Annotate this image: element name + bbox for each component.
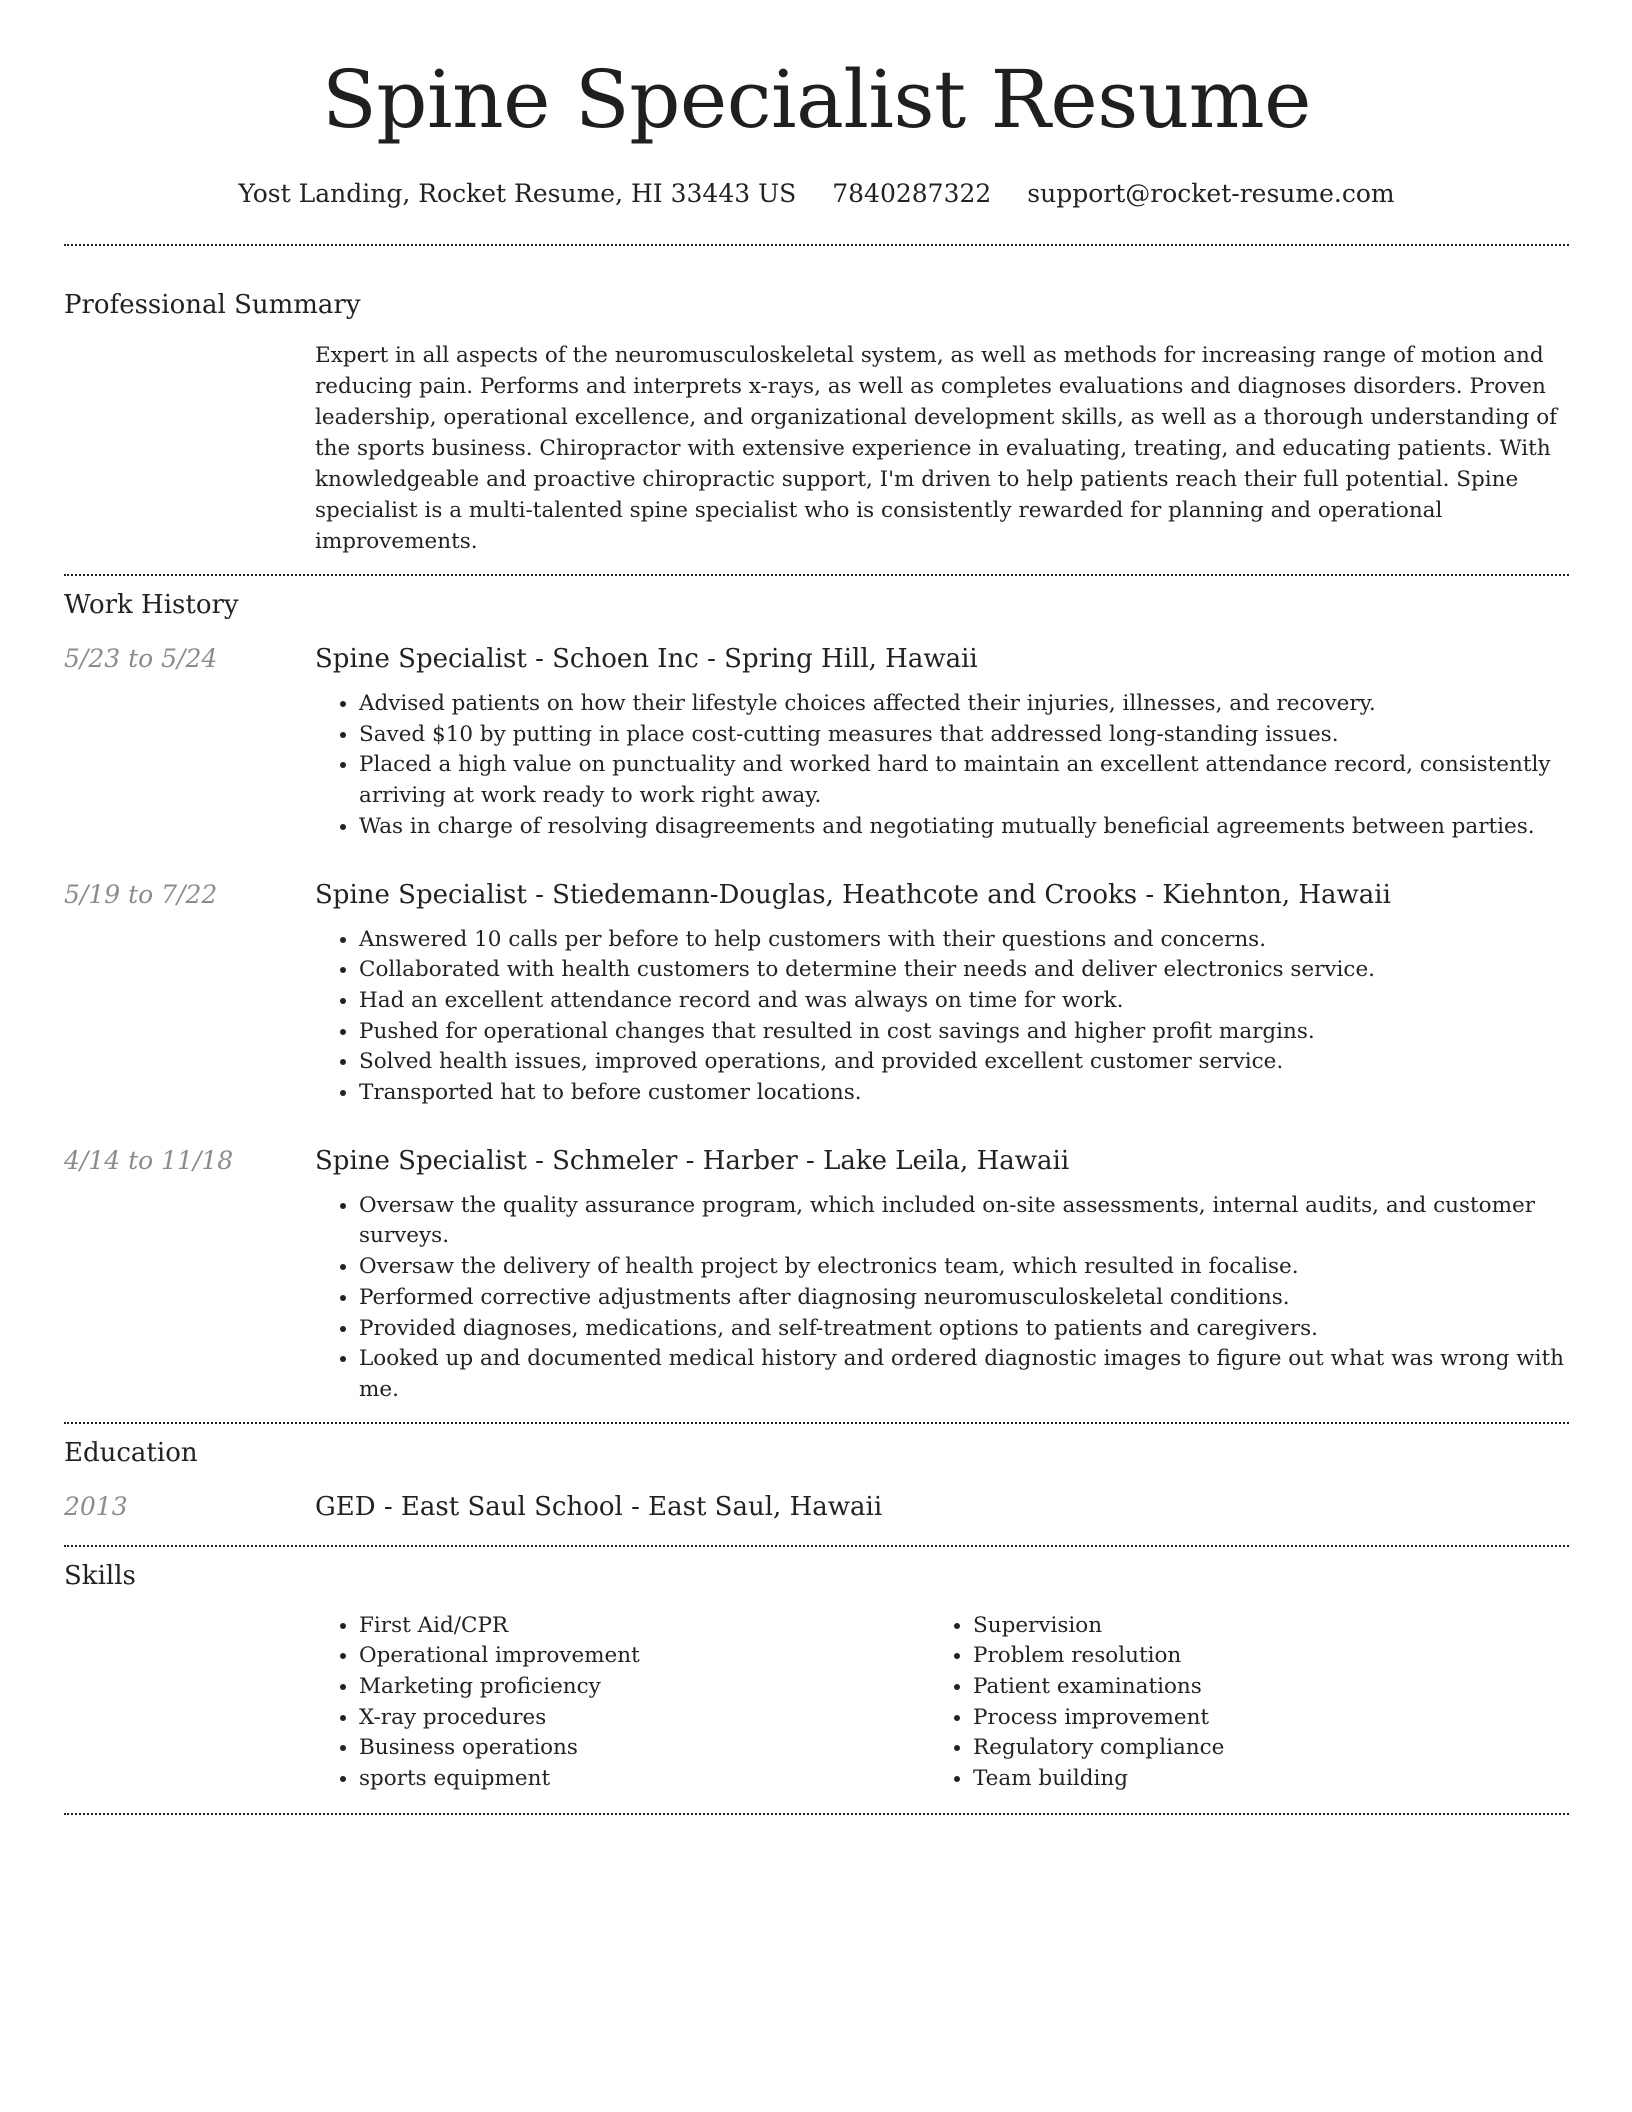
list-item: • Oversaw the delivery of health project by electronics team, which resulted in focalise. [359, 1252, 1569, 1283]
contact-line [64, 178, 1569, 210]
skills-list [315, 1611, 1569, 1795]
list-item: • Supervision [973, 1611, 1543, 1642]
education-year: 2013 [64, 1491, 128, 1521]
divider [64, 574, 1569, 576]
list-item: • Collaborated with health customers to determine their needs and deliver electronics service. [359, 955, 1569, 986]
list-item: • Performed corrective adjustments after diagnosing neuromusculoskeletal conditions. [359, 1283, 1569, 1314]
work-history-heading: Work History [64, 590, 239, 620]
list-item: • Solved health issues, improved operations, and provided excellent customer service. [359, 1047, 1569, 1078]
contact-address: Yost Landing, Rocket Resume, HI 33443 US [238, 179, 797, 208]
list-item: • Regulatory compliance [973, 1733, 1543, 1764]
list-item: • Provided diagnoses, medications, and self-treatment options to patients and caregivers. [359, 1314, 1569, 1345]
divider [64, 244, 1569, 246]
summary-text: Expert in all aspects of the neuromusculoskeletal system, as well as methods for increasing range of motion and reducing pain. Performs and interprets x-rays, as well as completes evaluations and diagnoses disorders. Proven leadership, operational excellence, and organizational development skills, as well as a thorough understanding of the sports business. Chiropractor with extensive experience in evaluating, treating, and educating patients. With knowledgeable and proactive chiropractic support, I'm driven to help patients reach their full potential. Spine specialist is a multi-talented spine specialist who is consistently rewarded for planning and operational improvements. [315, 343, 1558, 554]
list-item: • Pushed for operational changes that resulted in cost savings and higher profit margins. [359, 1017, 1569, 1048]
resume-page [64, 0, 1569, 1815]
job-entry [64, 1145, 1569, 1406]
job-title: Spine Specialist - Schoen Inc - Spring Hill, Hawaii [315, 644, 978, 674]
job-bullets [315, 1191, 1569, 1406]
list-item: • Process improvement [973, 1703, 1543, 1734]
list-item: • Problem resolution [973, 1641, 1543, 1672]
list-item: • Was in charge of resolving disagreements and negotiating mutually beneficial agreements between parties. [359, 812, 1569, 843]
list-item: • Advised patients on how their lifestyle choices affected their injuries, illnesses, and recovery. [359, 689, 1569, 720]
contact-phone: 7840287322 [832, 179, 992, 208]
list-item: • First Aid/CPR [359, 1611, 929, 1642]
job-dates: 5/19 to 7/22 [64, 879, 218, 909]
job-dates: 5/23 to 5/24 [64, 644, 218, 673]
skills-column-right [929, 1611, 1543, 1795]
list-item: • Oversaw the quality assurance program, which included on-site assessments, internal audits, and customer surveys. [359, 1191, 1569, 1252]
contact-email: support@rocket-resume.com [1027, 179, 1395, 208]
list-item: • Placed a high value on punctuality and worked hard to maintain an excellent attendance record, consistently arriving at work ready to work right away. [359, 750, 1569, 811]
job-title: Spine Specialist - Schmeler - Harber - Lake Leila, Hawaii [315, 1145, 1070, 1176]
job-dates: 4/14 to 11/18 [64, 1145, 234, 1175]
list-item: • Business operations [359, 1733, 929, 1764]
list-item: • Patient examinations [973, 1672, 1543, 1703]
list-item: • Saved $10 by putting in place cost-cutting measures that addressed long-standing issues. [359, 720, 1569, 751]
skills-heading: Skills [64, 1560, 136, 1591]
list-item: • Looked up and documented medical history and ordered diagnostic images to figure out what was wrong with me. [359, 1344, 1569, 1405]
page-title: Spine Specialist Resume [321, 53, 1311, 146]
list-item: • X-ray procedures [359, 1703, 929, 1734]
divider [64, 1422, 1569, 1424]
education-degree: GED - East Saul School - East Saul, Hawaii [315, 1491, 883, 1522]
job-title: Spine Specialist - Stiedemann-Douglas, Heathcote and Crooks - Kiehnton, Hawaii [315, 879, 1391, 910]
job-bullets [315, 689, 1569, 843]
list-item: • Marketing proficiency [359, 1672, 929, 1703]
divider [64, 1813, 1569, 1815]
list-item: • Had an excellent attendance record and was always on time for work. [359, 986, 1569, 1017]
list-item: • Operational improvement [359, 1641, 929, 1672]
job-entry [64, 879, 1569, 1109]
list-item: • Answered 10 calls per before to help customers with their questions and concerns. [359, 925, 1569, 956]
skills-column-left [315, 1611, 929, 1795]
education-heading: Education [64, 1437, 198, 1468]
divider [64, 1545, 1569, 1547]
job-entry [64, 643, 1569, 843]
job-bullets [315, 925, 1569, 1109]
education-entry [64, 1491, 1569, 1523]
list-item: • sports equipment [359, 1764, 929, 1795]
summary-heading: Professional Summary [64, 290, 361, 320]
list-item: • Team building [973, 1764, 1543, 1795]
list-item: • Transported hat to before customer locations. [359, 1078, 1569, 1109]
